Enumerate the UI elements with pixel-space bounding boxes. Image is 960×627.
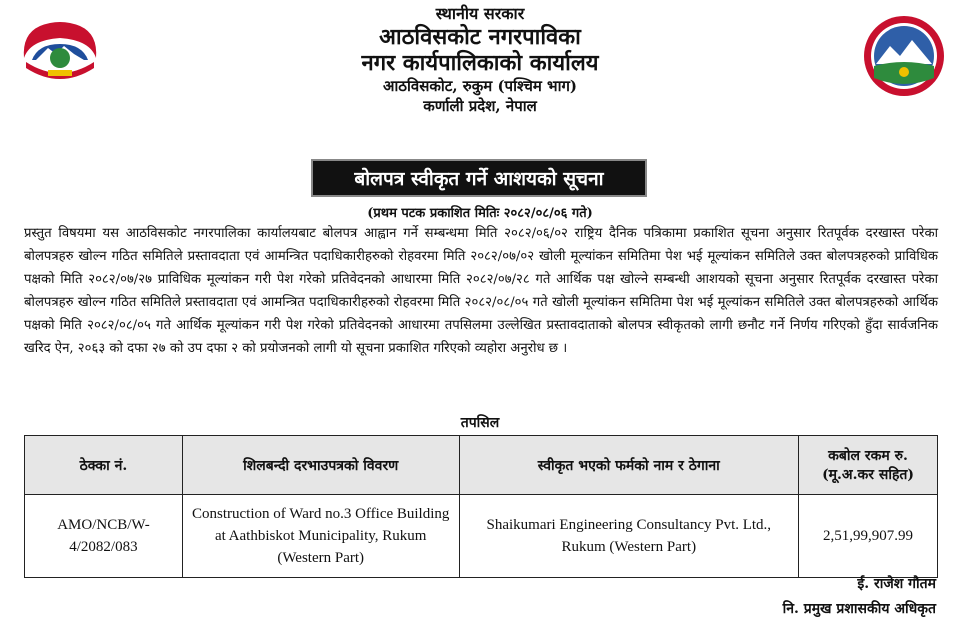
col-firm: स्वीकृत भएको फर्मको नाम र ठेगाना	[459, 436, 799, 495]
cell-contract-no: AMO/NCB/W-4/2082/083	[25, 495, 183, 578]
header-line-local-government: स्थानीय सरकार	[435, 4, 525, 23]
header-office-name: नगर कार्यपालिकाको कार्यालय	[361, 50, 599, 76]
signatory-title: नि. प्रमुख प्रशासकीय अधिकृत	[782, 601, 936, 617]
notice-title: बोलपत्र स्वीकृत गर्ने आशयको सूचना	[311, 159, 647, 197]
municipality-emblem-icon	[862, 14, 946, 98]
signatory-name: ई. राजेश गौतम	[857, 576, 936, 592]
award-table	[24, 435, 938, 578]
publication-date: (प्रथम पटक प्रकाशित मितिः २०८२/०८/०६ गते)	[367, 206, 593, 221]
table-header-row	[25, 436, 938, 495]
cell-firm: Shaikumari Engineering Consultancy Pvt. Ltd., Rukum (Western Part)	[459, 495, 799, 578]
cell-description: Construction of Ward no.3 Office Building at Aathbiskot Municipality, Rukum (Western Part)	[182, 495, 459, 578]
header-block	[0, 6, 960, 114]
schedule-title: तपसिल	[460, 415, 500, 431]
header-province: कर्णाली प्रदेश, नेपाल	[423, 97, 537, 115]
col-contract-no: ठेक्का नं.	[25, 436, 183, 495]
col-description: शिलबन्दी दरभाउपत्रको विवरण	[182, 436, 459, 495]
header-municipality-name: आठविसकोट नगरपाविका	[379, 24, 581, 50]
nepal-emblem-icon	[18, 18, 102, 90]
table-row	[25, 495, 938, 578]
cell-amount: 2,51,99,907.99	[799, 495, 938, 578]
notice-body: प्रस्तुत विषयमा यस आठविसकोट नगरपालिका कार्यालयबाट बोलपत्र आह्वान गर्ने सम्बन्धमा मिति २०८२/०६/०२ राष्ट्रिय दैनिक पत्रिकामा प्रकाशित सूचना अनुसार रितपूर्वक दरखास्त परेका बोलपत्रहरु खोल्न गठित समितिले प्रस्तावदाता एवं आमन्त्रित पदाधिकारीहरुको रोहवरमा मिति २०८२/०७/०२ खोली मूल्यांकन समितिमा पेश भई मूल्यांकन समितिले उक्त बोलपत्रहरुको प्राविधिक पक्षको मिति २०८२/०७/२७ प्राविधिक मूल्यांकन गरी पेश गरेको प्रतिवेदनको आधारमा मिति २०८२/०७/२८ गते आर्थिक पक्ष खोल्ने सम्बन्धी आशयको सूचना अनुसार रितपूर्वक दरखास्त परेका बोलपत्रहरु खोल्न गठित समितिले प्रस्तावदाता एवं आमन्त्रित पदाधिकारीहरुको रोहवरमा मिति २०८२/०८/०५ गते खोली मूल्यांकन समितिमा पेश भई मूल्यांकन समितिले उक्त बोलपत्रहरुको आर्थिक पक्षको मिति २०८२/०८/०५ गते आर्थिक मूल्यांकन गरी पेश गरेको प्रतिवेदनको आधारमा तपसिलमा उल्लेखित प्रस्तावदाताको बोलपत्र स्वीकृतको लागी छनौट गर्ने निर्णय गरिएको हुँदा सार्वजनिक खरिद ऐन, २०६३ को दफा २७ को उप दफा २ को प्रयोजनको लागी यो सूचना प्रकाशित गरिएको व्यहोरा अनुरोध छ ।	[24, 226, 939, 357]
header-address: आठविसकोट, रुकुम (पश्चिम भाग)	[382, 77, 578, 95]
col-amount: कबोल रकम रु. (मू.अ.कर सहित)	[799, 436, 938, 495]
